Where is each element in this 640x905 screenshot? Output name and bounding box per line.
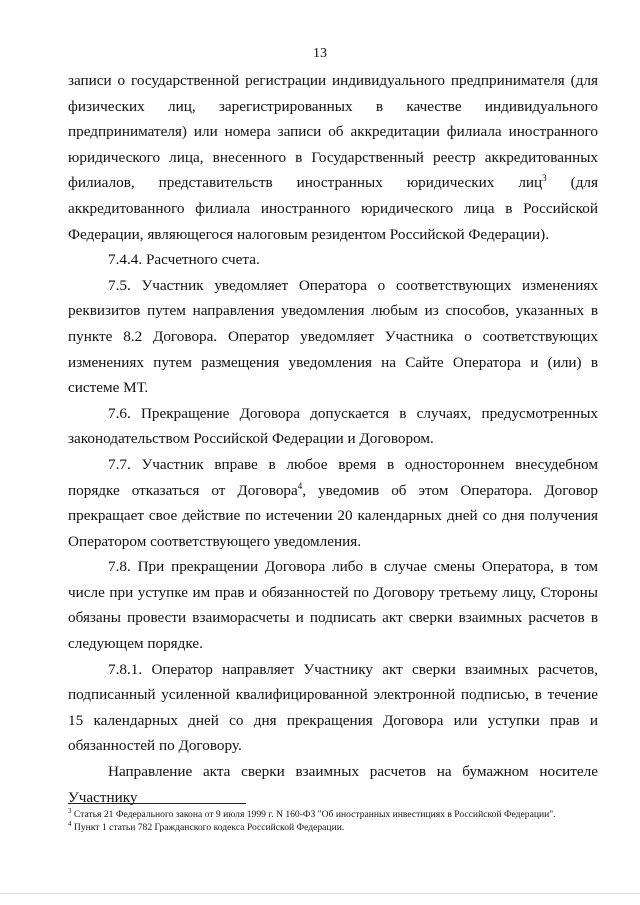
body-text	[68, 68, 598, 810]
paragraph-paper-act: Направление акта сверки взаимных расчетов на бумажном носителе Участнику	[68, 763, 598, 806]
footnote-3	[68, 808, 608, 821]
paragraph-text: записи о государственной регистрации индивидуального предпринимателя (для физических лиц, зарегистрированных в качестве индивидуального предпринимателя) или номера записи об аккредитации филиала иностранного юридического лица, внесенного в Государственный реестр аккредитованных филиалов, представительств иностранных юридических лиц	[68, 72, 598, 192]
footnote-number: 4	[68, 819, 72, 828]
paragraph-registration-record	[68, 68, 598, 247]
footnote-ref[interactable]: 4	[297, 480, 303, 491]
paragraph-text: 7.7. Участник вправе в любое время в одностороннем внесудебном порядке отказаться от Договора	[68, 455, 598, 499]
paragraph-7-6: 7.6. Прекращение Договора допускается в случаях, предусмотренных законодательством Российской Федерации и Договором.	[68, 404, 598, 448]
paragraph-text-tail: (для аккредитованного филиала иностранного юридического лица в Российской Федерации, являющегося налоговым резидентом Российской Федерации).	[68, 174, 598, 243]
footnote-4	[68, 821, 608, 834]
footnotes	[68, 808, 608, 834]
footnote-divider	[68, 803, 246, 804]
paragraph-7-8: 7.8. При прекращении Договора либо в случае смены Оператора, в том числе при уступке им прав и обязанностей по Договору третьему лицу, Стороны обязаны провести взаиморасчеты и подписать акт сверки взаимных расчетов в следующем порядке.	[68, 558, 598, 653]
paragraph-7-8-1: 7.8.1. Оператор направляет Участнику акт сверки взаимных расчетов, подписанный усиленной квалифицированной электронной подписью, в течение 15 календарных дней со дня прекращения Договора или уступки прав и обязанностей по Договору.	[68, 660, 598, 755]
paragraph-7-5: 7.5. Участник уведомляет Оператора о соответствующих изменениях реквизитов путем направления уведомления любым из способов, указанных в пункте 8.2 Договора. Оператор уведомляет Участника о соответствующих изменениях путем размещения уведомления на Сайте Оператора и (или) в системе МТ.	[68, 276, 598, 397]
footnote-number: 3	[68, 806, 72, 815]
scan-bottom-edge	[0, 893, 640, 894]
paragraph-7-7	[68, 452, 598, 554]
footnote-ref[interactable]: 3	[542, 173, 547, 184]
paragraph-7-4-4: 7.4.4. Расчетного счета.	[108, 251, 260, 269]
page-number: 13	[313, 46, 327, 61]
footnote-text: Статья 21 Федерального закона от 9 июля 1999 г. N 160-ФЗ "Об иностранных инвестициях в Российской Федерации".	[71, 809, 556, 820]
paragraph-text-tail: , уведомив об этом Оператора. Договор прекращает свое действие по истечении 20 календарных дней со дня получения Оператором соответствующего уведомления.	[68, 481, 598, 550]
footnote-text: Пункт 1 статьи 782 Гражданского кодекса Российской Федерации.	[71, 822, 345, 833]
